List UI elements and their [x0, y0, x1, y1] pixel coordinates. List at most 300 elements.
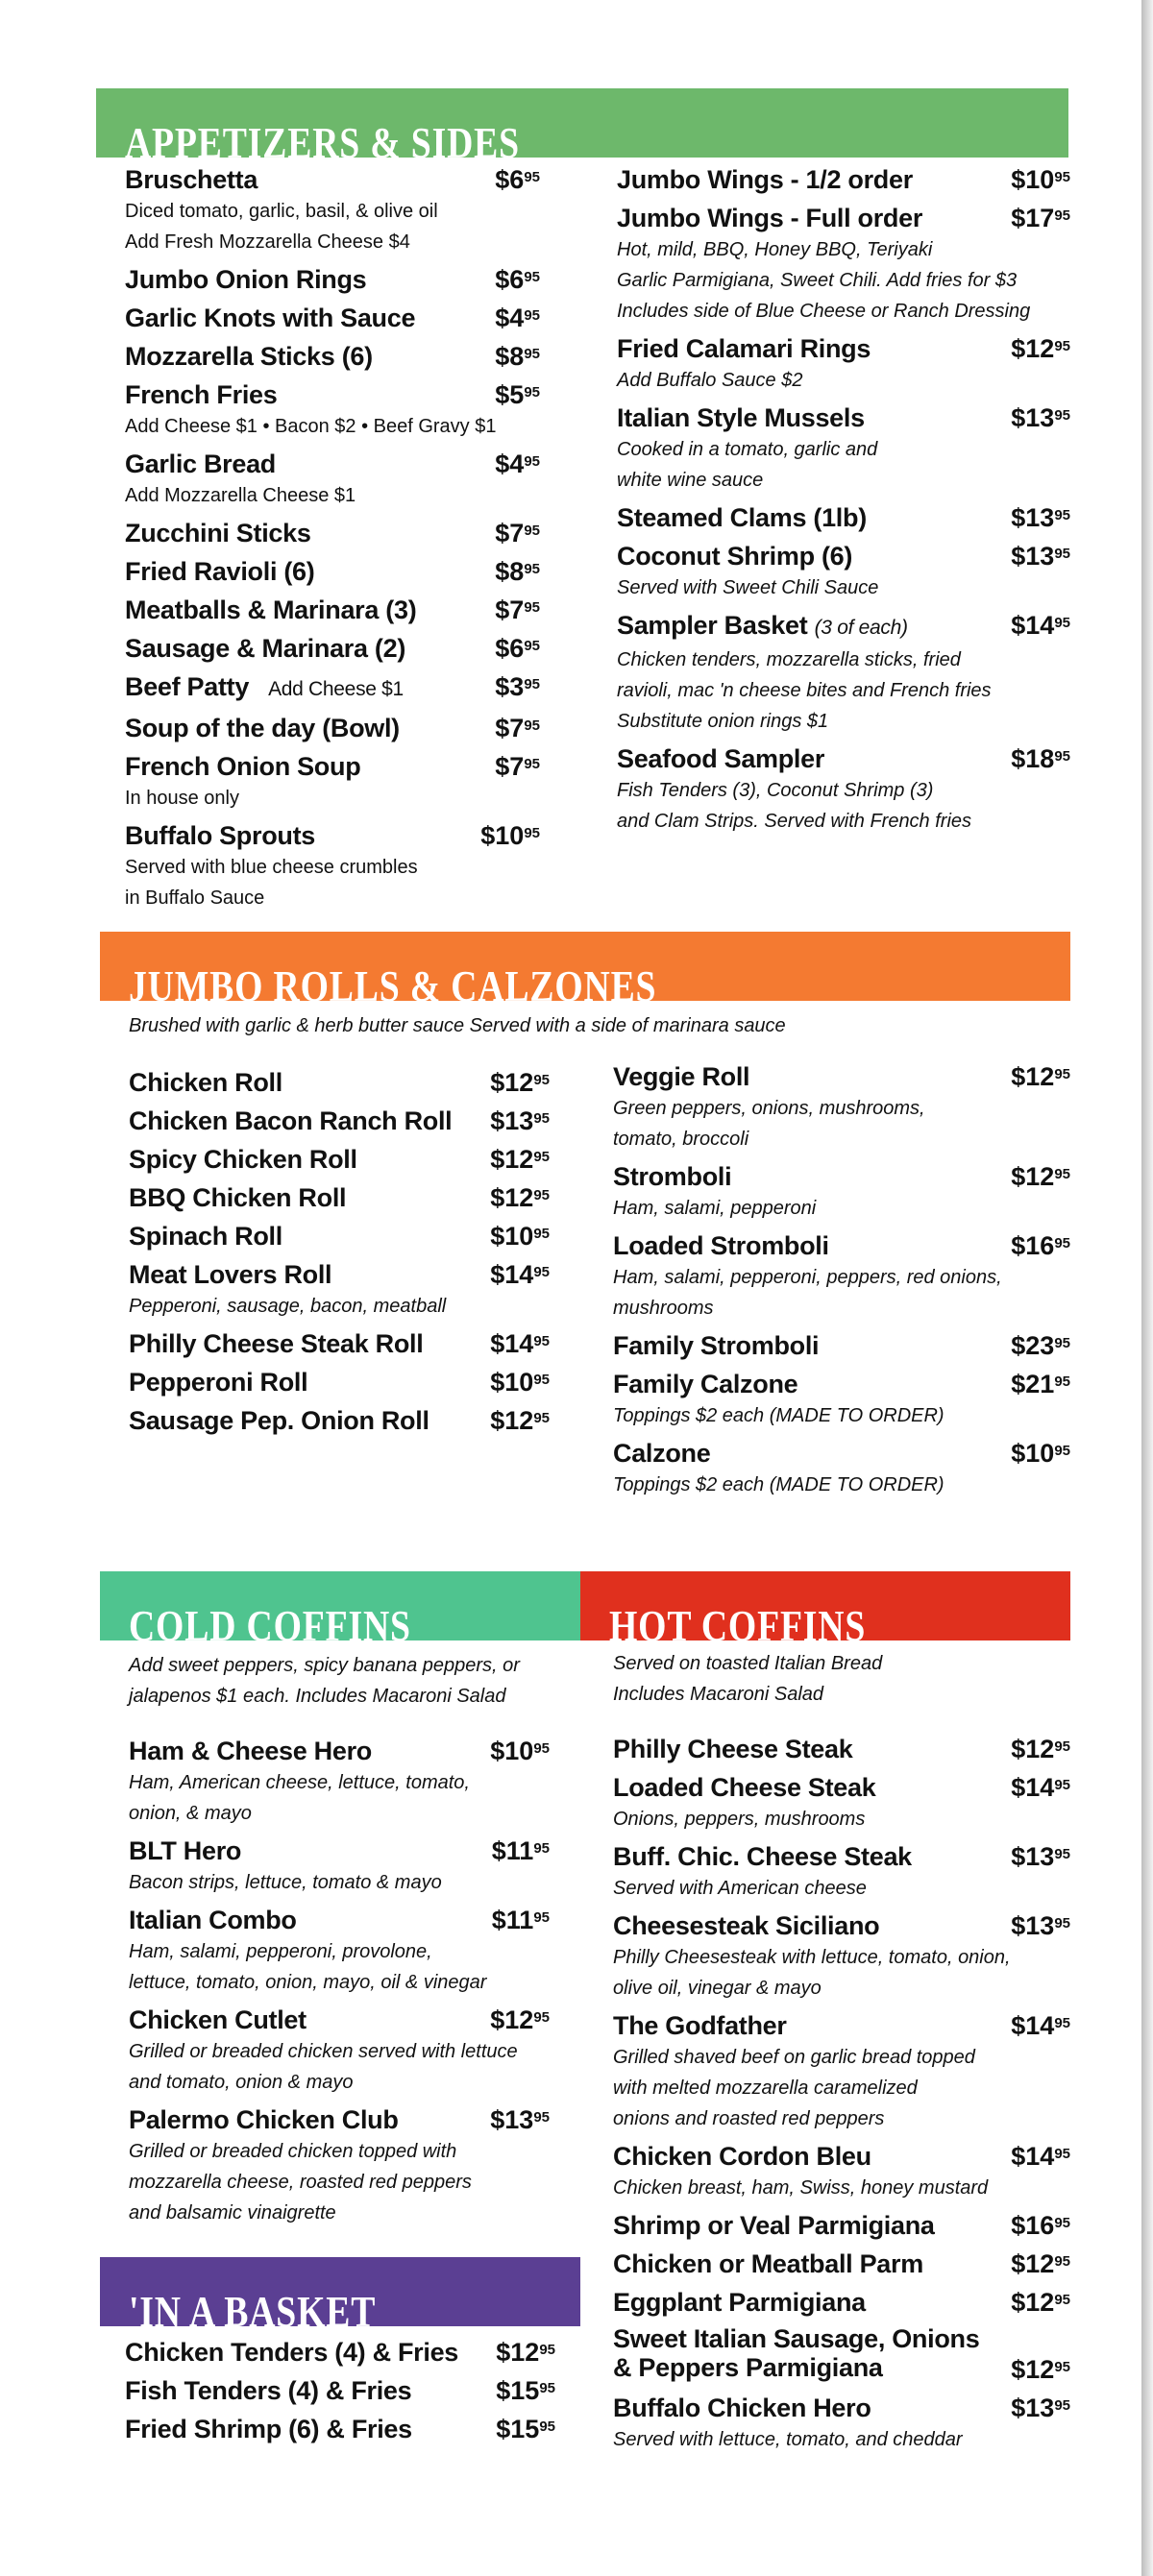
menu-item — [613, 1329, 1070, 1362]
price-dollars: $13 — [490, 2105, 534, 2134]
item-name-text: Chicken Bacon Ranch Roll — [129, 1106, 453, 1135]
menu-item — [613, 1437, 1070, 1500]
item-name — [613, 1437, 710, 1470]
item-price — [495, 448, 540, 480]
item-price — [490, 2103, 550, 2136]
item-name-text: Fish Tenders (4) & Fries — [125, 2376, 412, 2405]
item-name — [125, 2374, 411, 2407]
item-price — [495, 594, 540, 626]
menu-item-row — [125, 555, 540, 588]
menu-item-row — [613, 1909, 1070, 1942]
item-name-text: Stromboli — [613, 1162, 732, 1191]
menu-item — [125, 517, 540, 549]
item-name — [129, 1181, 346, 1214]
menu-item-row — [129, 2004, 550, 2036]
item-price — [1011, 401, 1070, 434]
item-price — [1011, 1060, 1070, 1093]
price-cents: 95 — [1054, 748, 1070, 765]
item-price — [496, 2374, 555, 2407]
item-name — [125, 302, 415, 334]
appetizers-banner — [96, 88, 1068, 167]
item-price — [495, 555, 540, 588]
item-name-text: Shrimp or Veal Parmigiana — [613, 2211, 935, 2240]
item-name — [129, 2103, 399, 2136]
item-name-text: Steamed Clams (1lb) — [617, 503, 867, 532]
item-price — [1011, 1368, 1070, 1400]
item-name-text: Philly Cheese Steak Roll — [129, 1329, 424, 1358]
rolls-right-column — [613, 1060, 1070, 1506]
item-name-text: Bruschetta — [125, 165, 258, 194]
menu-item-row — [613, 2324, 1070, 2386]
item-price — [495, 163, 540, 196]
item-name-text: Chicken Roll — [129, 1068, 282, 1097]
price-cents: 95 — [533, 2109, 550, 2126]
cold-note: Add sweet peppers, spicy banana peppers, or jalapenos $1 each. Includes Macaroni Salad — [129, 1655, 520, 1707]
rolls-left-column — [129, 1066, 550, 1443]
item-name-text: Chicken Tenders (4) & Fries — [125, 2338, 459, 2367]
item-name — [125, 163, 258, 196]
item-name — [613, 1368, 797, 1400]
item-name-text: Mozzarella Sticks (6) — [125, 342, 373, 371]
item-name — [129, 1143, 357, 1176]
price-cents: 95 — [524, 717, 540, 734]
item-name-text: Calzone — [613, 1439, 711, 1468]
price-cents: 95 — [524, 346, 540, 362]
menu-item-row — [613, 1840, 1070, 1873]
menu-item — [129, 1327, 550, 1360]
item-name-text: Chicken Cordon Bleu — [613, 2142, 871, 2171]
item-price — [496, 2336, 555, 2369]
item-description: Chicken breast, ham, Swiss, honey mustard — [613, 2177, 989, 2199]
menu-item-row — [613, 1329, 1070, 1362]
menu-item-row — [613, 2392, 1070, 2424]
price-dollars: $13 — [1011, 542, 1055, 571]
menu-item-row — [129, 1220, 550, 1252]
item-name-text: Zucchini Sticks — [125, 519, 311, 547]
price-dollars: $4 — [495, 304, 525, 332]
item-name-text: Cheesesteak Siciliano — [613, 1911, 880, 1940]
item-price — [1011, 1437, 1070, 1470]
menu-item — [617, 540, 1070, 603]
item-name-text: Fried Ravioli (6) — [125, 557, 315, 586]
item-name — [125, 263, 366, 296]
menu-item-row — [129, 1258, 550, 1291]
price-cents: 95 — [1054, 1443, 1070, 1459]
price-dollars: $13 — [1011, 403, 1055, 432]
menu-item — [613, 1060, 1070, 1154]
menu-item — [129, 1735, 550, 1829]
price-cents: 95 — [524, 676, 540, 693]
menu-item-row — [125, 2374, 555, 2407]
item-description: Bacon strips, lettuce, tomato & mayo — [129, 1872, 442, 1893]
item-name — [613, 1840, 912, 1873]
price-dollars: $7 — [495, 752, 525, 781]
item-name-text: French Onion Soup — [125, 752, 361, 781]
item-name-text: Philly Cheese Steak — [613, 1735, 853, 1763]
price-dollars: $12 — [490, 1068, 534, 1097]
item-description: Grilled or breaded chicken served with lettuce and tomato, onion & mayo — [129, 2041, 518, 2093]
item-name — [613, 1329, 819, 1362]
item-price — [495, 712, 540, 744]
price-dollars: $12 — [490, 2005, 534, 2034]
menu-item — [613, 1229, 1070, 1324]
price-cents: 95 — [1054, 207, 1070, 224]
item-name-text: Jumbo Wings - Full order — [617, 204, 923, 232]
item-price — [490, 1404, 550, 1437]
menu-item-row — [613, 2286, 1070, 2319]
menu-item-row — [125, 302, 540, 334]
price-dollars: $15 — [496, 2415, 540, 2443]
price-dollars: $12 — [1011, 2249, 1055, 2278]
item-name — [613, 2324, 979, 2382]
menu-item — [129, 1404, 550, 1437]
menu-item-row — [129, 1404, 550, 1437]
price-dollars: $14 — [1011, 2011, 1055, 2040]
price-dollars: $10 — [1011, 1439, 1055, 1468]
price-cents: 95 — [1054, 1738, 1070, 1755]
price-dollars: $12 — [490, 1406, 534, 1435]
price-cents: 95 — [1054, 2359, 1070, 2375]
price-cents: 95 — [533, 1149, 550, 1165]
menu-item — [129, 1220, 550, 1252]
item-name-text: Family Stromboli — [613, 1331, 820, 1360]
item-name-text: Italian Combo — [129, 1906, 297, 1934]
menu-item — [613, 2286, 1070, 2319]
item-name-text: Sampler Basket — [617, 611, 808, 640]
item-name — [617, 501, 867, 534]
price-dollars: $12 — [490, 1183, 534, 1212]
item-name-text: Coconut Shrimp (6) — [617, 542, 853, 571]
price-dollars: $13 — [490, 1106, 534, 1135]
menu-item-row — [125, 263, 540, 296]
item-name-text: Meatballs & Marinara (3) — [125, 595, 417, 624]
menu-item — [129, 1904, 550, 1998]
menu-item-row — [129, 1904, 550, 1936]
item-description: Served with lettuce, tomato, and cheddar — [613, 2429, 963, 2450]
menu-item-row — [129, 2103, 550, 2136]
menu-item — [129, 2103, 550, 2228]
menu-item — [125, 340, 540, 373]
price-cents: 95 — [1054, 1777, 1070, 1793]
item-name-text: Veggie Roll — [613, 1062, 750, 1091]
item-name-text: Garlic Bread — [125, 450, 276, 478]
price-dollars: $10 — [490, 1368, 534, 1397]
menu-item-row — [125, 712, 540, 744]
price-dollars: $12 — [1011, 2288, 1055, 2317]
item-name — [617, 540, 852, 572]
item-description: Add Cheese $1 • Bacon $2 • Beef Gravy $1 — [125, 416, 497, 437]
item-price — [490, 1220, 550, 1252]
item-name — [125, 340, 373, 373]
menu-item — [125, 302, 540, 334]
hot-note: Served on toasted Italian Bread Includes Macaroni Salad — [613, 1653, 883, 1705]
price-cents: 95 — [524, 638, 540, 654]
price-dollars: $12 — [1011, 1062, 1055, 1091]
price-cents: 95 — [524, 599, 540, 616]
item-price — [1011, 2209, 1070, 2242]
menu-item — [129, 1258, 550, 1322]
item-price — [490, 1105, 550, 1137]
item-description: Hot, mild, BBQ, Honey BBQ, Teriyaki Garlic Parmigiana, Sweet Chili. Add fries for $3 Includes side of Blue Cheese or Ranch Dressing — [617, 239, 1031, 322]
price-dollars: $4 — [495, 450, 525, 478]
menu-item-row — [613, 2140, 1070, 2173]
price-cents: 95 — [1054, 2215, 1070, 2231]
item-name-text: Jumbo Onion Rings — [125, 265, 367, 294]
item-description: Served with Sweet Chili Sauce — [617, 577, 879, 598]
item-price — [495, 340, 540, 373]
menu-item — [613, 2009, 1070, 2134]
price-cents: 95 — [1054, 1066, 1070, 1082]
menu-item-row — [613, 1771, 1070, 1804]
menu-item — [613, 1909, 1070, 2004]
item-description: Diced tomato, garlic, basil, & olive oil Add Fresh Mozzarella Cheese $4 — [125, 201, 438, 253]
price-cents: 95 — [533, 1840, 550, 1857]
item-description: Grilled shaved beef on garlic bread topped with melted mozzarella caramelized onions and roasted red peppers — [613, 2047, 975, 2129]
item-price — [495, 670, 540, 703]
item-description: Grilled or breaded chicken topped with mozzarella cheese, roasted red peppers and balsamic vinaigrette — [129, 2141, 472, 2224]
menu-item — [617, 163, 1070, 196]
item-name — [613, 1733, 852, 1765]
item-name-text: Fried Calamari Rings — [617, 334, 871, 363]
item-price — [1011, 1229, 1070, 1262]
menu-item — [617, 742, 1070, 837]
item-description: Chicken tenders, mozzarella sticks, fried ravioli, mac 'n cheese bites and French fries Substitute onion rings $1 — [617, 649, 992, 732]
menu-item — [129, 2004, 550, 2098]
item-name — [129, 1835, 241, 1867]
menu-item-row — [613, 1437, 1070, 1470]
price-cents: 95 — [524, 384, 540, 401]
item-name — [125, 750, 360, 783]
item-name-text: French Fries — [125, 380, 278, 409]
menu-item — [613, 1368, 1070, 1431]
item-price — [1011, 1160, 1070, 1193]
price-cents: 95 — [1054, 2253, 1070, 2270]
menu-item — [125, 819, 540, 913]
menu-item-row — [125, 163, 540, 196]
menu-item-row — [125, 819, 540, 852]
item-name-text: The Godfather — [613, 2011, 787, 2040]
item-price — [1011, 609, 1070, 642]
item-price — [1011, 2353, 1070, 2386]
item-name-text: BBQ Chicken Roll — [129, 1183, 347, 1212]
item-description: Onions, peppers, mushrooms — [613, 1809, 866, 1830]
item-name — [617, 401, 865, 434]
menu-item-row — [129, 1366, 550, 1398]
item-price — [1011, 2140, 1070, 2173]
item-name — [129, 1404, 429, 1437]
item-name-text: Soup of the day (Bowl) — [125, 714, 400, 742]
menu-item-row — [125, 670, 540, 706]
item-price — [490, 1258, 550, 1291]
item-price — [1011, 2009, 1070, 2042]
price-dollars: $10 — [490, 1737, 534, 1765]
price-cents: 95 — [1054, 1335, 1070, 1351]
item-price — [496, 2413, 555, 2445]
item-name-text: Meat Lovers Roll — [129, 1260, 332, 1289]
hot-title: HOT COFFINS — [609, 1601, 867, 1650]
menu-item — [613, 1771, 1070, 1835]
item-description: Add Mozzarella Cheese $1 — [125, 485, 356, 506]
price-cents: 95 — [539, 2418, 555, 2435]
menu-item-row — [617, 163, 1070, 196]
price-cents: 95 — [1054, 507, 1070, 523]
price-cents: 95 — [1054, 1235, 1070, 1252]
item-name — [125, 448, 276, 480]
item-name-text: Jumbo Wings - 1/2 order — [617, 165, 913, 194]
menu-item — [129, 1366, 550, 1398]
item-price — [1011, 1733, 1070, 1765]
item-price — [1011, 1909, 1070, 1942]
price-dollars: $10 — [490, 1222, 534, 1251]
item-price — [490, 1066, 550, 1099]
menu-item-row — [125, 594, 540, 626]
item-description: Fish Tenders (3), Coconut Shrimp (3) and Clam Strips. Served with French fries — [617, 780, 972, 832]
item-name-text: Eggplant Parmigiana — [613, 2288, 866, 2317]
item-name — [617, 742, 824, 775]
price-dollars: $10 — [480, 821, 525, 850]
price-cents: 95 — [539, 2380, 555, 2396]
menu-item — [613, 2324, 1070, 2386]
item-name — [613, 2140, 871, 2173]
basket-column — [125, 2336, 555, 2451]
item-name — [617, 163, 913, 196]
menu-item-row — [125, 632, 540, 665]
price-dollars: $23 — [1011, 1331, 1055, 1360]
price-dollars: $7 — [495, 595, 525, 624]
basket-banner — [100, 2257, 580, 2336]
item-name-text: Chicken or Meatball Parm — [613, 2249, 923, 2278]
menu-item — [129, 1835, 550, 1898]
item-name — [129, 1327, 423, 1360]
page-edge-shadow — [1141, 0, 1153, 2576]
item-price — [495, 632, 540, 665]
item-name — [129, 1105, 452, 1137]
item-price — [1011, 501, 1070, 534]
menu-item — [613, 2248, 1070, 2280]
menu-item-row — [129, 1105, 550, 1137]
price-cents: 95 — [533, 1372, 550, 1388]
menu-item — [125, 378, 540, 442]
price-dollars: $13 — [1011, 1911, 1055, 1940]
item-price — [495, 378, 540, 411]
hot-column — [613, 1733, 1070, 2461]
basket-title: 'IN A BASKET — [129, 2287, 377, 2336]
price-dollars: $21 — [1011, 1370, 1055, 1398]
menu-item-row — [613, 1733, 1070, 1765]
item-name — [613, 2286, 866, 2319]
price-cents: 95 — [1054, 169, 1070, 185]
item-description: Toppings $2 each (MADE TO ORDER) — [613, 1405, 944, 1426]
item-description: In house only — [125, 788, 239, 809]
item-name-text: Family Calzone — [613, 1370, 798, 1398]
item-name — [129, 1258, 331, 1291]
item-price — [490, 1181, 550, 1214]
price-dollars: $8 — [495, 342, 525, 371]
menu-item — [613, 2392, 1070, 2455]
item-name-text: Fried Shrimp (6) & Fries — [125, 2415, 412, 2443]
item-name — [125, 712, 400, 744]
price-dollars: $5 — [495, 380, 525, 409]
menu-item — [125, 594, 540, 626]
item-name — [125, 2413, 412, 2445]
menu-item — [617, 202, 1070, 327]
menu-item — [125, 2413, 555, 2445]
item-name — [613, 1160, 731, 1193]
price-cents: 95 — [533, 1740, 550, 1757]
appetizers-left-column — [125, 163, 540, 919]
price-cents: 95 — [524, 522, 540, 539]
price-cents: 95 — [533, 1410, 550, 1426]
price-dollars: $14 — [490, 1260, 534, 1289]
menu-item — [129, 1143, 550, 1176]
item-name — [125, 378, 277, 411]
price-dollars: $16 — [1011, 2211, 1055, 2240]
item-price — [490, 2004, 550, 2036]
item-name — [129, 1904, 297, 1936]
price-cents: 95 — [533, 1333, 550, 1349]
item-name-text: Spinach Roll — [129, 1222, 282, 1251]
menu-item — [125, 2374, 555, 2407]
item-description: Ham, salami, pepperoni — [613, 1198, 817, 1219]
price-dollars: $6 — [495, 634, 525, 663]
menu-item-row — [125, 378, 540, 411]
price-cents: 95 — [1054, 615, 1070, 631]
menu-item-row — [617, 332, 1070, 365]
menu-item — [617, 401, 1070, 496]
item-name — [613, 2248, 923, 2280]
menu-item-row — [129, 1835, 550, 1867]
price-cents: 95 — [524, 307, 540, 324]
price-dollars: $7 — [495, 714, 525, 742]
item-name — [613, 1909, 879, 1942]
menu-item-row — [613, 2209, 1070, 2242]
item-name — [617, 202, 922, 234]
menu-item — [125, 2336, 555, 2369]
menu-item — [125, 632, 540, 665]
price-dollars: $14 — [490, 1329, 534, 1358]
item-name-text: Loaded Stromboli — [613, 1231, 829, 1260]
item-name — [613, 2009, 787, 2042]
price-cents: 95 — [524, 453, 540, 470]
item-description: Add Buffalo Sauce $2 — [617, 370, 803, 391]
cold-title: COLD COFFINS — [129, 1601, 411, 1650]
menu-item-row — [617, 202, 1070, 234]
price-dollars: $15 — [496, 2376, 540, 2405]
price-cents: 95 — [1054, 1373, 1070, 1390]
item-name-text: Sausage Pep. Onion Roll — [129, 1406, 429, 1435]
item-price — [480, 819, 540, 852]
price-dollars: $12 — [1011, 2355, 1055, 2384]
rolls-title: JUMBO ROLLS & CALZONES — [129, 961, 657, 1010]
menu-item — [125, 448, 540, 511]
item-price — [495, 517, 540, 549]
item-description: Served with blue cheese crumbles in Buffalo Sauce — [125, 857, 418, 909]
item-name — [125, 594, 416, 626]
price-dollars: $13 — [1011, 503, 1055, 532]
price-dollars: $11 — [491, 1906, 534, 1934]
item-description: Green peppers, onions, mushrooms, tomato, broccoli — [613, 1098, 925, 1150]
menu-item-row — [613, 1160, 1070, 1193]
price-cents: 95 — [1054, 338, 1070, 354]
price-cents: 95 — [1054, 2397, 1070, 2414]
item-name — [125, 555, 314, 588]
item-name-text: Seafood Sampler — [617, 744, 825, 773]
item-description: Served with American cheese — [613, 1878, 867, 1899]
price-cents: 95 — [1054, 1166, 1070, 1182]
price-dollars: $6 — [495, 165, 525, 194]
menu-item-row — [125, 2413, 555, 2445]
item-name — [125, 517, 311, 549]
